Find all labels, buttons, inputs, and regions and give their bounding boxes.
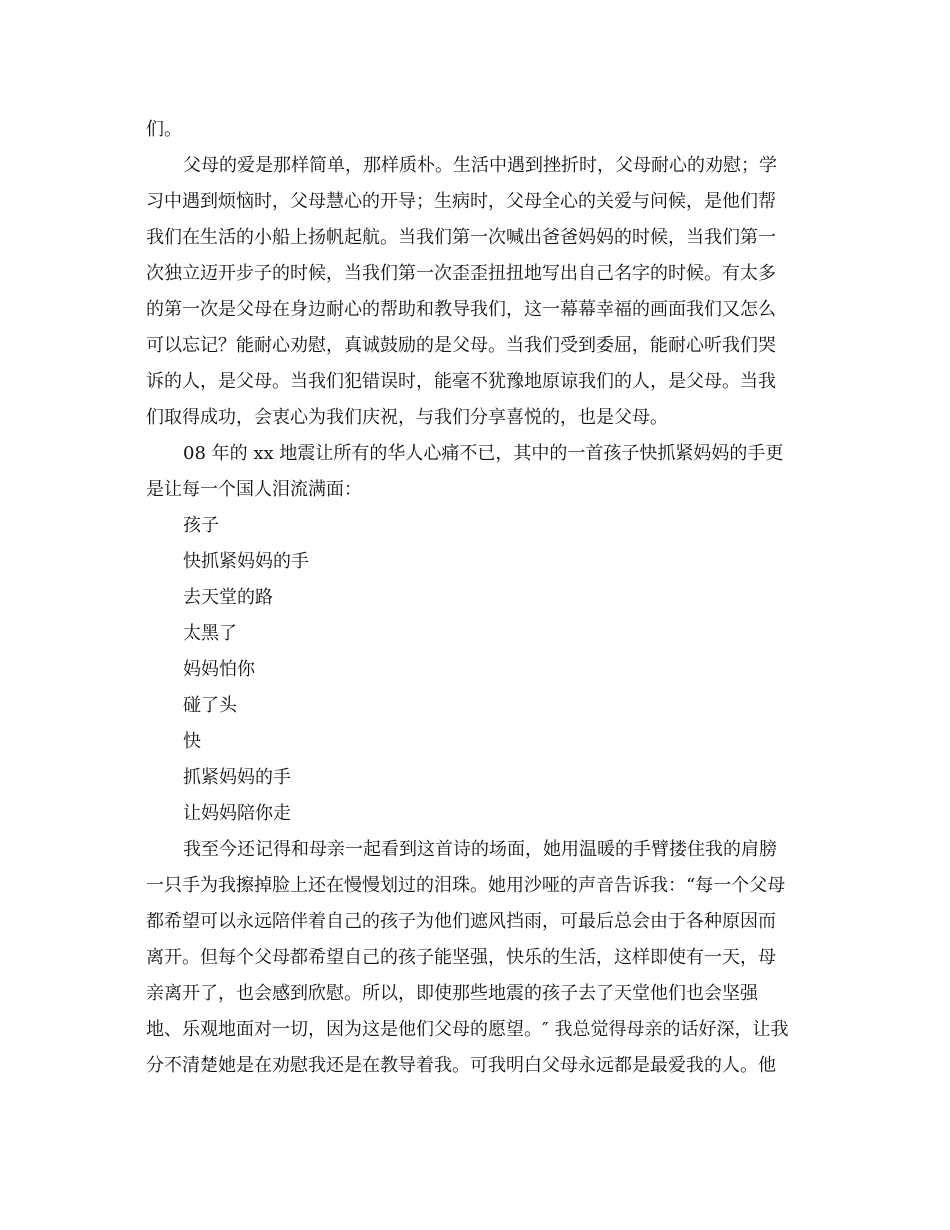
paragraph-1 — [146, 148, 808, 436]
paragraph-line: 我至今还记得和母亲一起看到这首诗的场面，她用温暖的手臂搂住我的肩膀 — [183, 839, 777, 860]
poem-line: 快 — [183, 731, 201, 752]
poem-line: 太黑了 — [183, 623, 237, 644]
paragraph-line: 地、乐观地面对一切，因为这是他们父母的愿望。″ 我总觉得母亲的话好深，让我 — [146, 1019, 789, 1040]
paragraph-3 — [146, 832, 808, 1084]
paragraph-line: 分不清楚她是在劝慰我还是在教导着我。可我明白父母永远都是最爱我的人。他 — [146, 1055, 776, 1076]
poem-line: 快抓紧妈妈的手 — [183, 551, 309, 572]
intro-line: 们。 — [146, 119, 182, 140]
document-body — [146, 112, 808, 1084]
paragraph-line: 一只手为我擦掉脸上还在慢慢划过的泪珠。她用沙哑的声音告诉我：“每一个父母 — [146, 875, 786, 896]
paragraph-line: 是让每一个国人泪流满面： — [146, 479, 362, 500]
paragraph-line: 习中遇到烦恼时，父母慧心的开导；生病时，父母全心的关爱与问候，是他们帮 — [146, 191, 776, 212]
paragraph-line: 08 年的 xx 地震让所有的华人心痛不已，其中的一首孩子快抓紧妈妈的手更 — [183, 443, 784, 464]
paragraph-line: 的第一次是父母在身边耐心的帮助和教导我们，这一幕幕幸福的画面我们又怎么 — [146, 299, 776, 320]
paragraph-line: 诉的人，是父母。当我们犯错误时，能毫不犹豫地原谅我们的人，是父母。当我 — [146, 371, 776, 392]
poem — [146, 508, 808, 832]
paragraph-line: 亲离开了，也会感到欣慰。所以，即使那些地震的孩子去了天堂他们也会坚强 — [146, 983, 758, 1004]
poem-line: 孩子 — [183, 515, 219, 536]
paragraph-line: 父母的爱是那样简单，那样质朴。生活中遇到挫折时，父母耐心的劝慰；学 — [183, 155, 777, 176]
paragraph-line: 次独立迈开步子的时候，当我们第一次歪歪扭扭地写出自己名字的时候。有太多 — [146, 263, 776, 284]
paragraph-2 — [146, 436, 808, 508]
paragraph-line: 离开。但每个父母都希望自己的孩子能坚强，快乐的生活，这样即使有一天，母 — [146, 947, 776, 968]
poem-line: 抓紧妈妈的手 — [183, 767, 291, 788]
paragraph-line: 们取得成功，会衷心为我们庆祝，与我们分享喜悦的，也是父母。 — [146, 407, 668, 428]
poem-line: 碰了头 — [183, 695, 237, 716]
poem-line: 妈妈怕你 — [183, 659, 255, 680]
paragraph-line: 可以忘记？能耐心劝慰，真诚鼓励的是父母。当我们受到委屈，能耐心听我们哭 — [146, 335, 776, 356]
poem-line: 让妈妈陪你走 — [183, 803, 291, 824]
paragraph-line: 我们在生活的小船上扬帆起航。当我们第一次喊出爸爸妈妈的时候，当我们第一 — [146, 227, 776, 248]
paragraph-line: 都希望可以永远陪伴着自己的孩子为他们遮风挡雨，可最后总会由于各种原因而 — [146, 911, 776, 932]
poem-line: 去天堂的路 — [183, 587, 273, 608]
